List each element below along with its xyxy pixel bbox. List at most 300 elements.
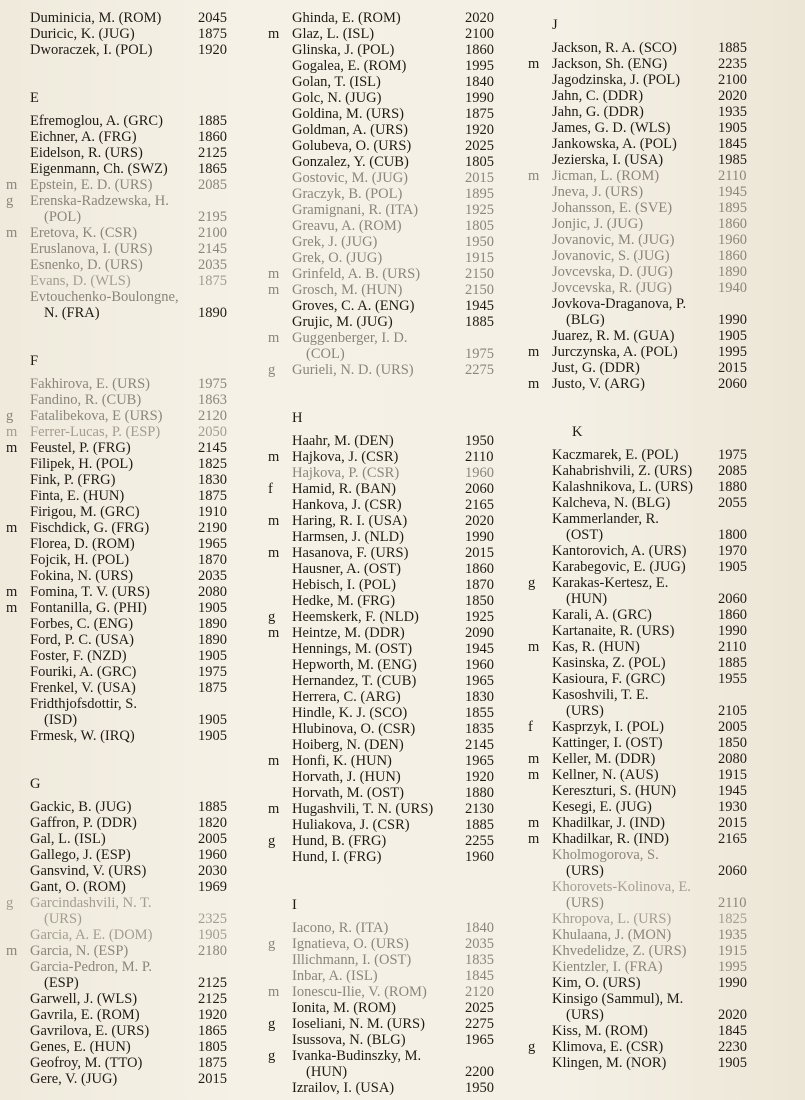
entry-continuation (0, 305, 262, 321)
player-name: Kereszturi, S. (HUN) (552, 783, 677, 799)
player-entry (0, 504, 262, 520)
rating-value: 2100 (198, 225, 227, 241)
rating-value: 2090 (465, 625, 494, 641)
entry-continuation (0, 712, 262, 728)
player-name: Hlubinova, O. (CSR) (292, 721, 416, 737)
section-heading: I (292, 897, 297, 913)
player-name: Fouriki, A. (GRC) (30, 664, 137, 680)
player-entry (0, 1071, 262, 1087)
player-entry (522, 559, 805, 575)
title-marker: m (268, 330, 280, 346)
section-heading: F (30, 353, 39, 369)
player-name: Hasanova, F. (URS) (292, 545, 409, 561)
player-entry (262, 952, 516, 968)
player-entry (262, 362, 516, 378)
player-name: Evans, D. (WLS) (30, 273, 131, 289)
player-name: Kammerlander, R. (552, 511, 659, 527)
player-name: Finta, E. (HUN) (30, 488, 125, 504)
title-marker: m (6, 440, 18, 456)
section-gap (0, 58, 262, 83)
player-entry (522, 479, 805, 495)
rating-value: 2030 (198, 863, 227, 879)
player-name: Fridthjofsdottir, S. (30, 696, 137, 712)
player-entry (0, 456, 262, 472)
player-entry (0, 241, 262, 257)
player-name: Florea, D. (ROM) (30, 536, 135, 552)
player-name: Efremoglou, A. (GRC) (30, 113, 163, 129)
player-name: Johansson, E. (SVE) (552, 200, 673, 216)
section-heading: E (30, 90, 39, 106)
player-entry (522, 200, 805, 216)
player-entry (262, 186, 516, 202)
player-name: Klimova, E. (CSR) (552, 1039, 664, 1055)
player-name: Hebisch, I. (POL) (292, 577, 396, 593)
player-name: Jackson, Sh. (ENG) (552, 56, 668, 72)
player-name: Hajkova, J. (CSR) (292, 449, 399, 465)
rating-value: 1920 (198, 42, 227, 58)
rating-value: 1875 (198, 1055, 227, 1071)
entry-continuation (0, 975, 262, 991)
player-name: Guggenberger, I. D. (292, 330, 408, 346)
entry-continuation (522, 1007, 805, 1023)
player-entry (522, 975, 805, 991)
entry-continuation (262, 1064, 516, 1080)
rating-value: 1920 (465, 769, 494, 785)
title-marker: m (528, 56, 540, 72)
player-name: Filipek, H. (POL) (30, 456, 134, 472)
title-marker: m (268, 753, 280, 769)
player-name: Gaffron, P. (DDR) (30, 815, 137, 831)
rating-value: 2110 (718, 168, 747, 184)
player-entry (0, 815, 262, 831)
rating-value: 2035 (198, 568, 227, 584)
player-name: Glinska, J. (POL) (292, 42, 395, 58)
player-entry (262, 936, 516, 952)
rating-value: 1905 (198, 600, 227, 616)
rating-value: 1845 (718, 136, 747, 152)
player-entry (522, 511, 805, 527)
rating-value: 2110 (465, 449, 494, 465)
title-marker: m (268, 625, 280, 641)
player-entry (0, 680, 262, 696)
title-marker: m (6, 520, 18, 536)
title-marker: g (268, 609, 276, 625)
column-1 (0, 10, 262, 1087)
player-entry (262, 1048, 516, 1064)
player-entry (262, 154, 516, 170)
rating-value: 2035 (198, 257, 227, 273)
player-name: Duminicia, M. (ROM) (30, 10, 162, 26)
player-entry (262, 330, 516, 346)
player-entry (522, 88, 805, 104)
rating-value: 1840 (465, 74, 494, 90)
rating-value: 2100 (465, 26, 494, 42)
section-gap (262, 865, 516, 890)
player-entry (262, 106, 516, 122)
player-entry (262, 42, 516, 58)
rating-value: 1875 (198, 273, 227, 289)
player-name: Gurieli, N. D. (URS) (292, 362, 414, 378)
player-entry (0, 664, 262, 680)
player-entry (262, 314, 516, 330)
player-name: Fokina, N. (URS) (30, 568, 134, 584)
player-entry (262, 1032, 516, 1048)
player-name: Isussova, N. (BLG) (292, 1032, 406, 1048)
player-name: Jovcevska, R. (JUG) (552, 280, 673, 296)
rating-value: 1960 (718, 232, 747, 248)
player-entry (522, 655, 805, 671)
player-entry (522, 248, 805, 264)
player-entry (0, 1039, 262, 1055)
player-entry (262, 218, 516, 234)
entry-continuation (0, 209, 262, 225)
rating-value: 2105 (718, 703, 747, 719)
title-marker: m (268, 984, 280, 1000)
player-entry (262, 1080, 516, 1096)
player-name: (URS) (44, 911, 82, 927)
player-entry (0, 831, 262, 847)
rating-value: 1870 (465, 577, 494, 593)
player-name: Jackson, R. A. (SCO) (552, 40, 677, 56)
rating-value: 1880 (465, 785, 494, 801)
rating-value: 1860 (198, 129, 227, 145)
rating-value: 2255 (465, 833, 494, 849)
player-entry (522, 463, 805, 479)
title-marker: m (268, 545, 280, 561)
player-entry (522, 879, 805, 895)
player-entry (522, 1055, 805, 1071)
player-name: Heemskerk, F. (NLD) (292, 609, 419, 625)
player-name: Feustel, P. (FRG) (30, 440, 131, 456)
player-entry (522, 991, 805, 1007)
rating-value: 2190 (198, 520, 227, 536)
player-entry (0, 552, 262, 568)
title-marker: m (268, 513, 280, 529)
player-entry (262, 769, 516, 785)
player-entry (0, 177, 262, 193)
player-name: Ionescu-Ilie, V. (ROM) (292, 984, 427, 1000)
player-name: Evtouchenko-Boulongne, (30, 289, 179, 305)
player-name: Gavrilova, E. (URS) (30, 1023, 150, 1039)
player-entry (522, 607, 805, 623)
entry-continuation (0, 911, 262, 927)
rating-value: 2020 (718, 88, 747, 104)
player-entry (0, 696, 262, 712)
rating-value: 1905 (198, 712, 227, 728)
player-entry (522, 815, 805, 831)
rating-value: 1905 (198, 728, 227, 744)
rating-value: 1915 (718, 767, 747, 783)
player-entry (262, 513, 516, 529)
rating-value: 1863 (198, 392, 227, 408)
player-name: Kinsigo (Sammul), M. (552, 991, 684, 1007)
player-entry (522, 168, 805, 184)
rating-value: 1885 (198, 113, 227, 129)
title-marker: m (6, 600, 18, 616)
player-entry (262, 250, 516, 266)
rating-value: 2120 (465, 984, 494, 1000)
player-name: Jahn, G. (DDR) (552, 104, 644, 120)
player-entry (262, 833, 516, 849)
player-name: Genes, E. (HUN) (30, 1039, 131, 1055)
rating-value: 2020 (465, 513, 494, 529)
player-entry (522, 639, 805, 655)
rating-value: 1920 (465, 122, 494, 138)
rating-value: 1905 (718, 559, 747, 575)
rating-value: 1885 (718, 40, 747, 56)
player-entry (522, 831, 805, 847)
rating-value: 2080 (718, 751, 747, 767)
player-name: Hajkova, P. (CSR) (292, 465, 400, 481)
player-entry (262, 10, 516, 26)
player-name: Iacono, R. (ITA) (292, 920, 389, 936)
player-name: Kellner, N. (AUS) (552, 767, 659, 783)
rating-value: 2005 (718, 719, 747, 735)
rating-value: 1885 (198, 799, 227, 815)
player-entry (0, 161, 262, 177)
player-entry (262, 968, 516, 984)
player-name: Eigenmann, Ch. (SWZ) (30, 161, 168, 177)
rating-value: 1830 (198, 472, 227, 488)
rating-value: 1850 (465, 593, 494, 609)
player-name: Haring, R. I. (USA) (292, 513, 408, 529)
player-entry (522, 56, 805, 72)
rating-value: 2015 (718, 815, 747, 831)
rating-value: 1990 (465, 529, 494, 545)
player-name: Fink, P. (FRG) (30, 472, 116, 488)
player-name: Jovanovic, M. (JUG) (552, 232, 675, 248)
player-entry (522, 799, 805, 815)
rating-value: 1870 (198, 552, 227, 568)
player-entry (262, 234, 516, 250)
rating-value: 2130 (465, 801, 494, 817)
player-name: Jagodzinska, J. (POL) (552, 72, 681, 88)
player-entry (262, 122, 516, 138)
player-name: Ivanka-Budinszky, M. (292, 1048, 422, 1064)
player-name: Gallego, J. (ESP) (30, 847, 131, 863)
player-entry (0, 408, 262, 424)
player-entry (522, 447, 805, 463)
title-marker: g (6, 895, 14, 911)
rating-value: 1960 (465, 657, 494, 673)
player-name: Fatalibekova, E (URS) (30, 408, 163, 424)
player-name: Garwell, J. (WLS) (30, 991, 138, 1007)
player-entry (522, 1039, 805, 1055)
rating-value: 1965 (465, 753, 494, 769)
player-entry (262, 984, 516, 1000)
rating-value: 2145 (198, 440, 227, 456)
rating-value: 1985 (718, 152, 747, 168)
player-name: Izrailov, I. (USA) (292, 1080, 395, 1096)
player-name: Duricic, K. (JUG) (30, 26, 135, 42)
player-entry (0, 991, 262, 1007)
title-marker: m (528, 751, 540, 767)
player-name: Jonjic, J. (JUG) (552, 216, 644, 232)
title-marker: g (268, 1016, 276, 1032)
player-name: Fomina, T. V. (URS) (30, 584, 150, 600)
player-name: Hund, B. (FRG) (292, 833, 387, 849)
rating-value: 1855 (465, 705, 494, 721)
entry-continuation (522, 703, 805, 719)
player-entry (262, 74, 516, 90)
rating-value: 2060 (718, 376, 747, 392)
title-marker: f (528, 719, 533, 735)
player-entry (0, 847, 262, 863)
player-name: Khadilkar, J. (IND) (552, 815, 665, 831)
rating-value: 1885 (465, 817, 494, 833)
player-entry (262, 561, 516, 577)
rating-value: 2085 (198, 177, 227, 193)
rating-value: 1825 (198, 456, 227, 472)
rating-value: 2145 (465, 737, 494, 753)
player-entry (0, 536, 262, 552)
player-name: (URS) (566, 1007, 604, 1023)
player-name: Gogalea, E. (ROM) (292, 58, 407, 74)
player-name: Goldman, A. (URS) (292, 122, 408, 138)
player-name: Kalashnikova, L. (URS) (552, 479, 693, 495)
player-entry (262, 785, 516, 801)
rating-value: 1915 (718, 943, 747, 959)
player-entry (0, 113, 262, 129)
player-name: Greavu, A. (ROM) (292, 218, 402, 234)
player-name: Just, G. (DDR) (552, 360, 640, 376)
player-name: Eidelson, R. (URS) (30, 145, 143, 161)
rating-value: 2015 (465, 170, 494, 186)
player-entry (262, 545, 516, 561)
player-name: Kaczmarek, E. (POL) (552, 447, 679, 463)
rating-value: 1845 (465, 968, 494, 984)
player-name: Kasprzyk, I. (POL) (552, 719, 664, 735)
player-entry (0, 145, 262, 161)
player-name: Jurczynska, A. (POL) (552, 344, 678, 360)
player-name: Golc, N. (JUG) (292, 90, 382, 106)
player-name: Ghinda, E. (ROM) (292, 10, 401, 26)
player-name: Geofroy, M. (TTO) (30, 1055, 143, 1071)
player-entry (262, 849, 516, 865)
player-name: (URS) (566, 703, 604, 719)
title-marker: m (528, 815, 540, 831)
rating-value: 1935 (718, 927, 747, 943)
player-name: (URS) (566, 895, 604, 911)
rating-value: 1830 (465, 689, 494, 705)
player-name: Juarez, R. M. (GUA) (552, 328, 675, 344)
player-name: Firigou, M. (GRC) (30, 504, 140, 520)
player-name: (ISD) (44, 712, 78, 728)
player-entry (262, 593, 516, 609)
rating-value: 1975 (465, 346, 494, 362)
rating-value: 2015 (718, 360, 747, 376)
rating-value: 2150 (465, 266, 494, 282)
player-name: Fontanilla, G. (PHI) (30, 600, 147, 616)
player-entry (522, 767, 805, 783)
rating-value: 2235 (718, 56, 747, 72)
player-entry (0, 440, 262, 456)
entry-continuation (522, 312, 805, 328)
player-name: Eichner, A. (FRG) (30, 129, 137, 145)
rating-value: 1969 (198, 879, 227, 895)
rating-value: 1890 (198, 616, 227, 632)
player-entry (0, 257, 262, 273)
rating-value: 2200 (465, 1064, 494, 1080)
player-name: Jovkova-Draganova, P. (552, 296, 687, 312)
column-2 (262, 10, 516, 1096)
player-name: Hankova, J. (CSR) (292, 497, 402, 513)
player-entry (522, 136, 805, 152)
rating-value: 1860 (718, 216, 747, 232)
rating-value: 1945 (465, 298, 494, 314)
player-entry (262, 497, 516, 513)
rating-value: 1995 (718, 344, 747, 360)
player-name: James, G. D. (WLS) (552, 120, 671, 136)
player-name: Kiss, M. (ROM) (552, 1023, 648, 1039)
player-name: Ferrer-Lucas, P. (ESP) (30, 424, 161, 440)
title-marker: g (6, 193, 14, 209)
player-name: Epstein, E. D. (URS) (30, 177, 153, 193)
title-marker: m (6, 584, 18, 600)
rating-value: 2195 (198, 209, 227, 225)
player-name: Keller, M. (DDR) (552, 751, 656, 767)
player-name: (BLG) (566, 312, 605, 328)
player-name: Kholmogorova, S. (552, 847, 659, 863)
rating-value: 1800 (718, 527, 747, 543)
player-entry (522, 264, 805, 280)
player-name: Huliakova, J. (CSR) (292, 817, 410, 833)
player-name: Kientzler, I. (FRA) (552, 959, 663, 975)
rating-value: 1965 (198, 536, 227, 552)
rating-value: 2125 (198, 145, 227, 161)
rating-value: 2180 (198, 943, 227, 959)
player-entry (262, 577, 516, 593)
player-entry (0, 879, 262, 895)
player-entry (522, 1023, 805, 1039)
title-marker: m (528, 639, 540, 655)
rating-value: 1875 (465, 106, 494, 122)
title-marker: m (528, 376, 540, 392)
title-marker: g (528, 575, 536, 591)
rating-value: 1990 (718, 975, 747, 991)
player-entry (262, 753, 516, 769)
rating-value: 2120 (198, 408, 227, 424)
player-name: Eretova, K. (CSR) (30, 225, 138, 241)
player-entry (0, 424, 262, 440)
player-entry (522, 495, 805, 511)
rating-value: 1905 (198, 648, 227, 664)
player-name: Gavrila, E. (ROM) (30, 1007, 140, 1023)
player-entry (0, 225, 262, 241)
rating-value: 1860 (718, 248, 747, 264)
player-entry (0, 26, 262, 42)
player-name: Honfi, K. (HUN) (292, 753, 392, 769)
player-name: Khorovets-Kolinova, E. (552, 879, 691, 895)
rating-value: 2125 (198, 975, 227, 991)
player-entry (522, 735, 805, 751)
rating-value: 1850 (718, 735, 747, 751)
player-entry (262, 138, 516, 154)
player-entry (522, 184, 805, 200)
title-marker: m (268, 801, 280, 817)
player-name: Khvedelidze, Z. (URS) (552, 943, 687, 959)
player-name: Gramignani, R. (ITA) (292, 202, 419, 218)
player-entry (0, 799, 262, 815)
player-name: Karabegovic, E. (JUG) (552, 559, 686, 575)
player-name: Horvath, J. (HUN) (292, 769, 401, 785)
rating-value: 1960 (465, 849, 494, 865)
player-name: Kattinger, I. (OST) (552, 735, 663, 751)
rating-value: 1905 (718, 328, 747, 344)
rating-value: 2080 (198, 584, 227, 600)
player-entry (0, 568, 262, 584)
player-name: Khulaana, J. (MON) (552, 927, 672, 943)
